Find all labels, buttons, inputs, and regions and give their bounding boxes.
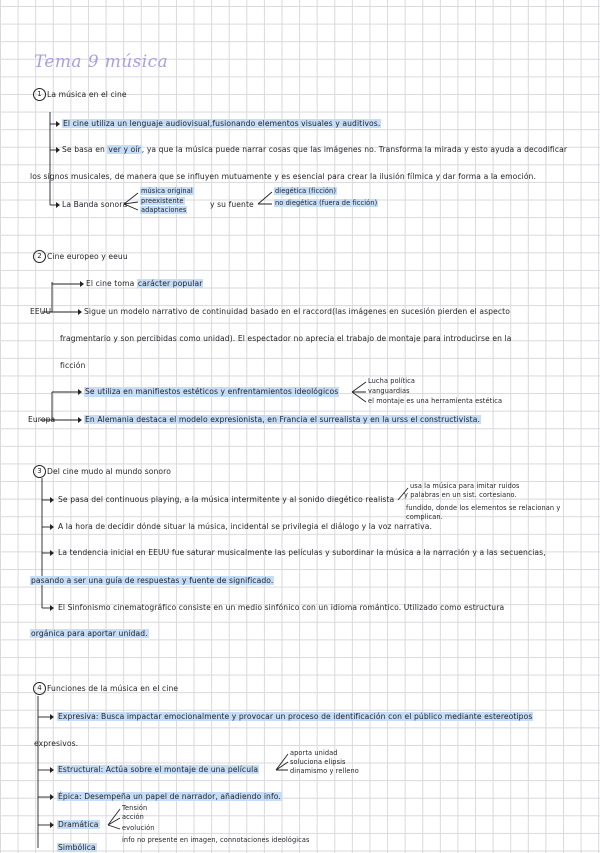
s4-line-2: expresivos.: [34, 739, 79, 748]
s1-banda-item: preexistente: [141, 197, 184, 205]
s4-extra-2: Simbólica: [58, 843, 96, 852]
s4-dramatica-item: Tensión: [122, 804, 148, 812]
s3-line-4: pasando a ser una guía de respuestas y fuente de significado.: [31, 576, 274, 585]
s1-line-3: los signos musicales, de manera que se influyen mutuamente y es esencial para crear la ilusión fílmica y dar forma a la emoción.: [30, 172, 536, 181]
section-2-heading: Cine europeo y eeuu: [47, 252, 128, 261]
s2-line-3: fragmentario y son percibidas como unidad). El espectador no aprecia el trabajo de montaje para introducirse en la: [60, 334, 512, 343]
s3-line-1-item: usa la música para imitar ruidos: [410, 482, 520, 490]
s2-europa-label: Europa: [28, 415, 56, 424]
s2-line-4: ficción: [60, 361, 86, 370]
s2-line-5-item: Lucha política: [368, 377, 416, 385]
s4-estructural-item: dinamismo y relleno: [290, 767, 359, 775]
s3-line-5: El Sinfonismo cinematográfico consiste en un medio sinfónico con un idioma romántico. Utilizado como estructura: [58, 603, 505, 612]
s2-eeuu-label: EEUU: [30, 307, 52, 316]
s4-dramatica-item: acción: [122, 813, 144, 821]
s1-line-1: El cine utiliza un lenguaje audiovisual,fusionando elementos visuales y auditivos.: [63, 119, 381, 128]
section-3-heading: Del cine mudo al mundo sonoro: [47, 467, 171, 476]
s3-line-1-item: y palabras en un sist. cortesiano.: [404, 491, 517, 499]
s3-line-1-item: fundido, donde los elementos se relacionan y: [406, 504, 561, 512]
s1-banda-item: adaptaciones: [141, 206, 187, 214]
s1-fuente: y su fuente: [210, 200, 254, 209]
section-1-heading: La música en el cine: [47, 90, 127, 99]
s4-estructural: Estructural: Actúa sobre el montaje de una película: [58, 765, 259, 774]
s4-extra-1: info no presente en imagen, connotaciones ideológicas: [122, 836, 310, 844]
s4-epica: Épica: Desempeña un papel de narrador, añadiendo info.: [58, 792, 281, 801]
s4-dramatica: Dramática: [58, 820, 99, 829]
s2-line-1: El cine toma carácter popular: [86, 279, 203, 288]
s3-line-3: La tendencia inicial en EEUU fue saturar musicalmente las películas y subordinar la música a la narración y a las secuencias,: [58, 548, 546, 557]
s4-estructural-item: aporta unidad: [290, 749, 338, 757]
section-4-number: 4: [33, 682, 46, 695]
s2-line-5: Se utiliza en manifiestos estéticos y enfrentamientos ideológicos: [85, 387, 339, 396]
section-4-heading: Funciones de la música en el cine: [47, 684, 179, 693]
s1-banda-sonora: La Banda sonora: [62, 200, 128, 209]
s1-line-2: Se basa en ver y oír, ya que la música puede narrar cosas que las imágenes no. Transforma la mirada y esto ayuda a decodificar: [62, 145, 568, 154]
s1-fuente-item: no diegética (fuera de ficción): [275, 199, 378, 207]
s4-line-1: Expresiva: Busca impactar emocionalmente y provocar un proceso de identificación con el público mediante estereotipos: [58, 712, 533, 721]
s3-line-1: Se pasa del continuous playing, a la música intermitente y al sonido diegético realista: [58, 495, 395, 504]
s4-dramatica-item: evolución: [122, 824, 155, 832]
s3-line-1-item: complican.: [406, 513, 443, 521]
s3-line-2: A la hora de decidir dónde situar la música, incidental se privilegia el diálogo y la voz narrativa.: [58, 522, 432, 531]
s2-line-2: Sigue un modelo narrativo de continuidad basado en el raccord(las imágenes en sucesión pierden el aspecto: [84, 307, 510, 316]
s2-line-5-item: el montaje es una herramienta estética: [368, 397, 503, 405]
s1-fuente-item: diegética (ficción): [275, 187, 336, 195]
s2-line-6: En Alemania destaca el modelo expresionista, en Francia el surrealista y en la urss el constructivista.: [85, 415, 481, 424]
s2-line-5-item: vanguardias: [368, 387, 410, 395]
s3-line-6: orgánica para aportar unidad.: [31, 629, 148, 638]
page-title: Tema 9 música: [34, 52, 169, 72]
section-1-number: 1: [33, 88, 46, 101]
s4-estructural-item: soluciona elipsis: [290, 758, 346, 766]
section-2-number: 2: [33, 250, 46, 263]
s1-banda-item: música original: [141, 187, 193, 195]
section-3-number: 3: [33, 465, 46, 478]
